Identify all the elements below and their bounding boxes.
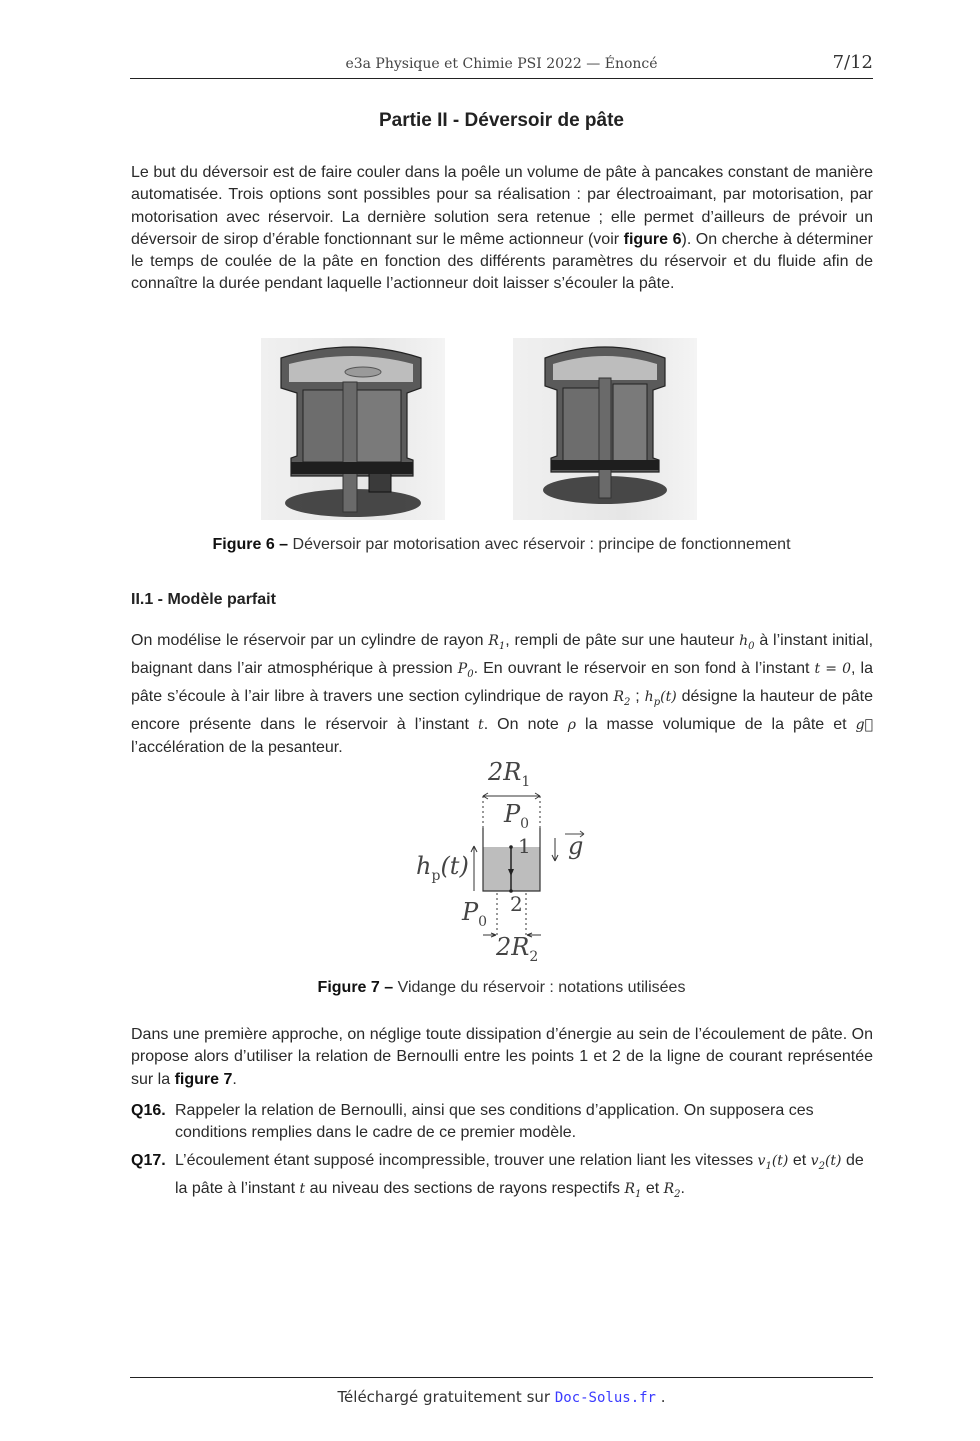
text: P [462, 898, 479, 926]
footer-divider [130, 1377, 873, 1378]
text: . [232, 1070, 237, 1088]
text: 2R [488, 758, 522, 786]
text: . En ouvrant le réservoir en son fond à l’instant [473, 660, 815, 678]
math-t: t [299, 1181, 306, 1198]
text: , la pâte s’écoule à l’air libre à travers une section cylindrique de rayon [131, 660, 874, 706]
subsection-title: II.1 - Modèle parfait [131, 591, 276, 608]
text: au niveau des sections de rayons respectifs [305, 1180, 625, 1198]
question-number: Q16. [131, 1102, 166, 1119]
figure7-reference: figure 7 [174, 1070, 233, 1088]
text: P [504, 800, 521, 828]
math-h0: $h_0$ [739, 633, 755, 652]
text: Dans une première approche, on néglige toute dissipation d’énergie au sein de l’écoulement de pâte. On propose alors d’utiliser la relation de Bernoulli entre les points 1 et 2 de la ligne de courant représentée sur la [131, 1026, 873, 1088]
bernoulli-paragraph [131, 1024, 873, 1091]
label-point-1: 1 [518, 834, 531, 858]
math-rho: ρ [567, 717, 576, 734]
text: et [641, 1180, 664, 1198]
intro-text-2: ). On cherche à déterminer le temps de coulée de la pâte en fonction des différents paramètres du réservoir et du fluide afin de connaître la durée pendant laquelle l’actionneur doit laisser s’écouler la pâte. [131, 230, 873, 293]
math-t-zero: t = 0 [814, 661, 852, 678]
figure6-images [261, 338, 697, 520]
math-g-vector: g⃗ [855, 717, 873, 734]
text: 2R [496, 933, 530, 961]
math-v2: $v_2(t)$ [810, 1153, 842, 1172]
figure6-reference: figure 6 [623, 230, 682, 248]
reservoir-render-left [261, 338, 445, 520]
footer-suffix: . [656, 1388, 666, 1406]
intro-paragraph [131, 162, 873, 296]
part-title: Partie II - Déversoir de pâte [379, 110, 624, 131]
text: l’accélération de la pesanteur. [131, 738, 343, 756]
reservoir-render-right [513, 338, 697, 520]
text: , rempli de pâte sur une hauteur [505, 632, 740, 649]
math-p0: $P_0$ [457, 661, 474, 680]
math-r1: $R_1$ [624, 1181, 642, 1200]
question-text: Rappeler la relation de Bernoulli, ainsi que ses conditions d’application. On supposera ces conditions remplies dans le cadre de ce premier modèle. [175, 1102, 814, 1142]
label-g: g [568, 832, 584, 860]
figure7-label: Figure 7 – [317, 979, 394, 996]
reservoir-cutaway-right-icon [513, 338, 697, 520]
text: de la pâte à l’instant [175, 1152, 864, 1198]
header-title: e3a Physique et Chimie PSI 2022 — Énoncé [345, 56, 658, 72]
page-header [130, 52, 873, 79]
text: 1 [521, 773, 531, 790]
label-2r1 [488, 758, 530, 790]
page-footer [130, 1388, 873, 1406]
question-number: Q17. [131, 1152, 166, 1169]
math-t: t [478, 717, 484, 734]
doc-solus-link[interactable]: Doc-Solus.fr [554, 1390, 656, 1406]
label-p0-bottom [462, 898, 487, 930]
reservoir-cutaway-left-icon [261, 338, 445, 520]
text: 0 [478, 913, 488, 930]
math-r2: $R_2$ [613, 689, 631, 708]
math-r1: $R_1$ [488, 633, 506, 652]
figure6-caption-text: Déversoir par motorisation avec réservoir : principe de fonctionnement [288, 536, 791, 553]
text: (t) [440, 852, 469, 880]
math-hp: $h_p(t)$ [644, 689, 677, 708]
figure6-caption [130, 536, 873, 554]
question-q17 [131, 1150, 873, 1206]
footer-text: Téléchargé gratuitement sur [337, 1388, 555, 1406]
label-2r2 [496, 933, 538, 965]
text: la masse volumique de la pâte et [576, 716, 856, 734]
text: . On note [483, 716, 568, 734]
text: à l’instant initial, baignant dans l’air atmosphérique à pression [131, 632, 874, 678]
text: h [416, 852, 432, 880]
math-v1: $v_1(t)$ [757, 1153, 789, 1172]
text: L’écoulement étant supposé incompressible, trouver une relation liant les vitesses [175, 1152, 758, 1169]
question-text [175, 1150, 873, 1206]
text: ; [630, 688, 645, 706]
figure7-caption-text: Vidange du réservoir : notations utilisées [393, 979, 686, 996]
text: et [788, 1152, 811, 1169]
figure7-diagram [410, 758, 600, 968]
math-r2: $R_2$ [663, 1181, 681, 1200]
intro-text-1: Le but du déversoir est de faire couler dans la poêle un volume de pâte à pancakes constant de manière automatisée. Trois options sont possibles pour sa réalisation : par électroaimant, par motorisation, par motorisation avec réservoir. La dernière solution sera retenue ; elle permet d’ailleurs de prévoir un déversoir de sirop d’érable fonctionnant sur le même actionneur (voir [131, 164, 873, 248]
model-paragraph [131, 630, 873, 759]
text: désigne la hauteur de pâte encore présente dans le réservoir à l’instant [131, 688, 873, 734]
label-hp [416, 852, 469, 884]
text: 0 [520, 815, 530, 832]
text: . [680, 1180, 685, 1198]
figure6-label: Figure 6 – [212, 536, 289, 553]
figure7-caption [130, 979, 873, 997]
text: 2 [529, 948, 539, 965]
page-number: 7/12 [832, 52, 873, 73]
label-point-2: 2 [510, 892, 523, 916]
label-p0-top [504, 800, 529, 832]
text: p [431, 867, 441, 884]
text: On modélise le réservoir par un cylindre de rayon [131, 632, 489, 649]
question-q16 [131, 1100, 873, 1145]
